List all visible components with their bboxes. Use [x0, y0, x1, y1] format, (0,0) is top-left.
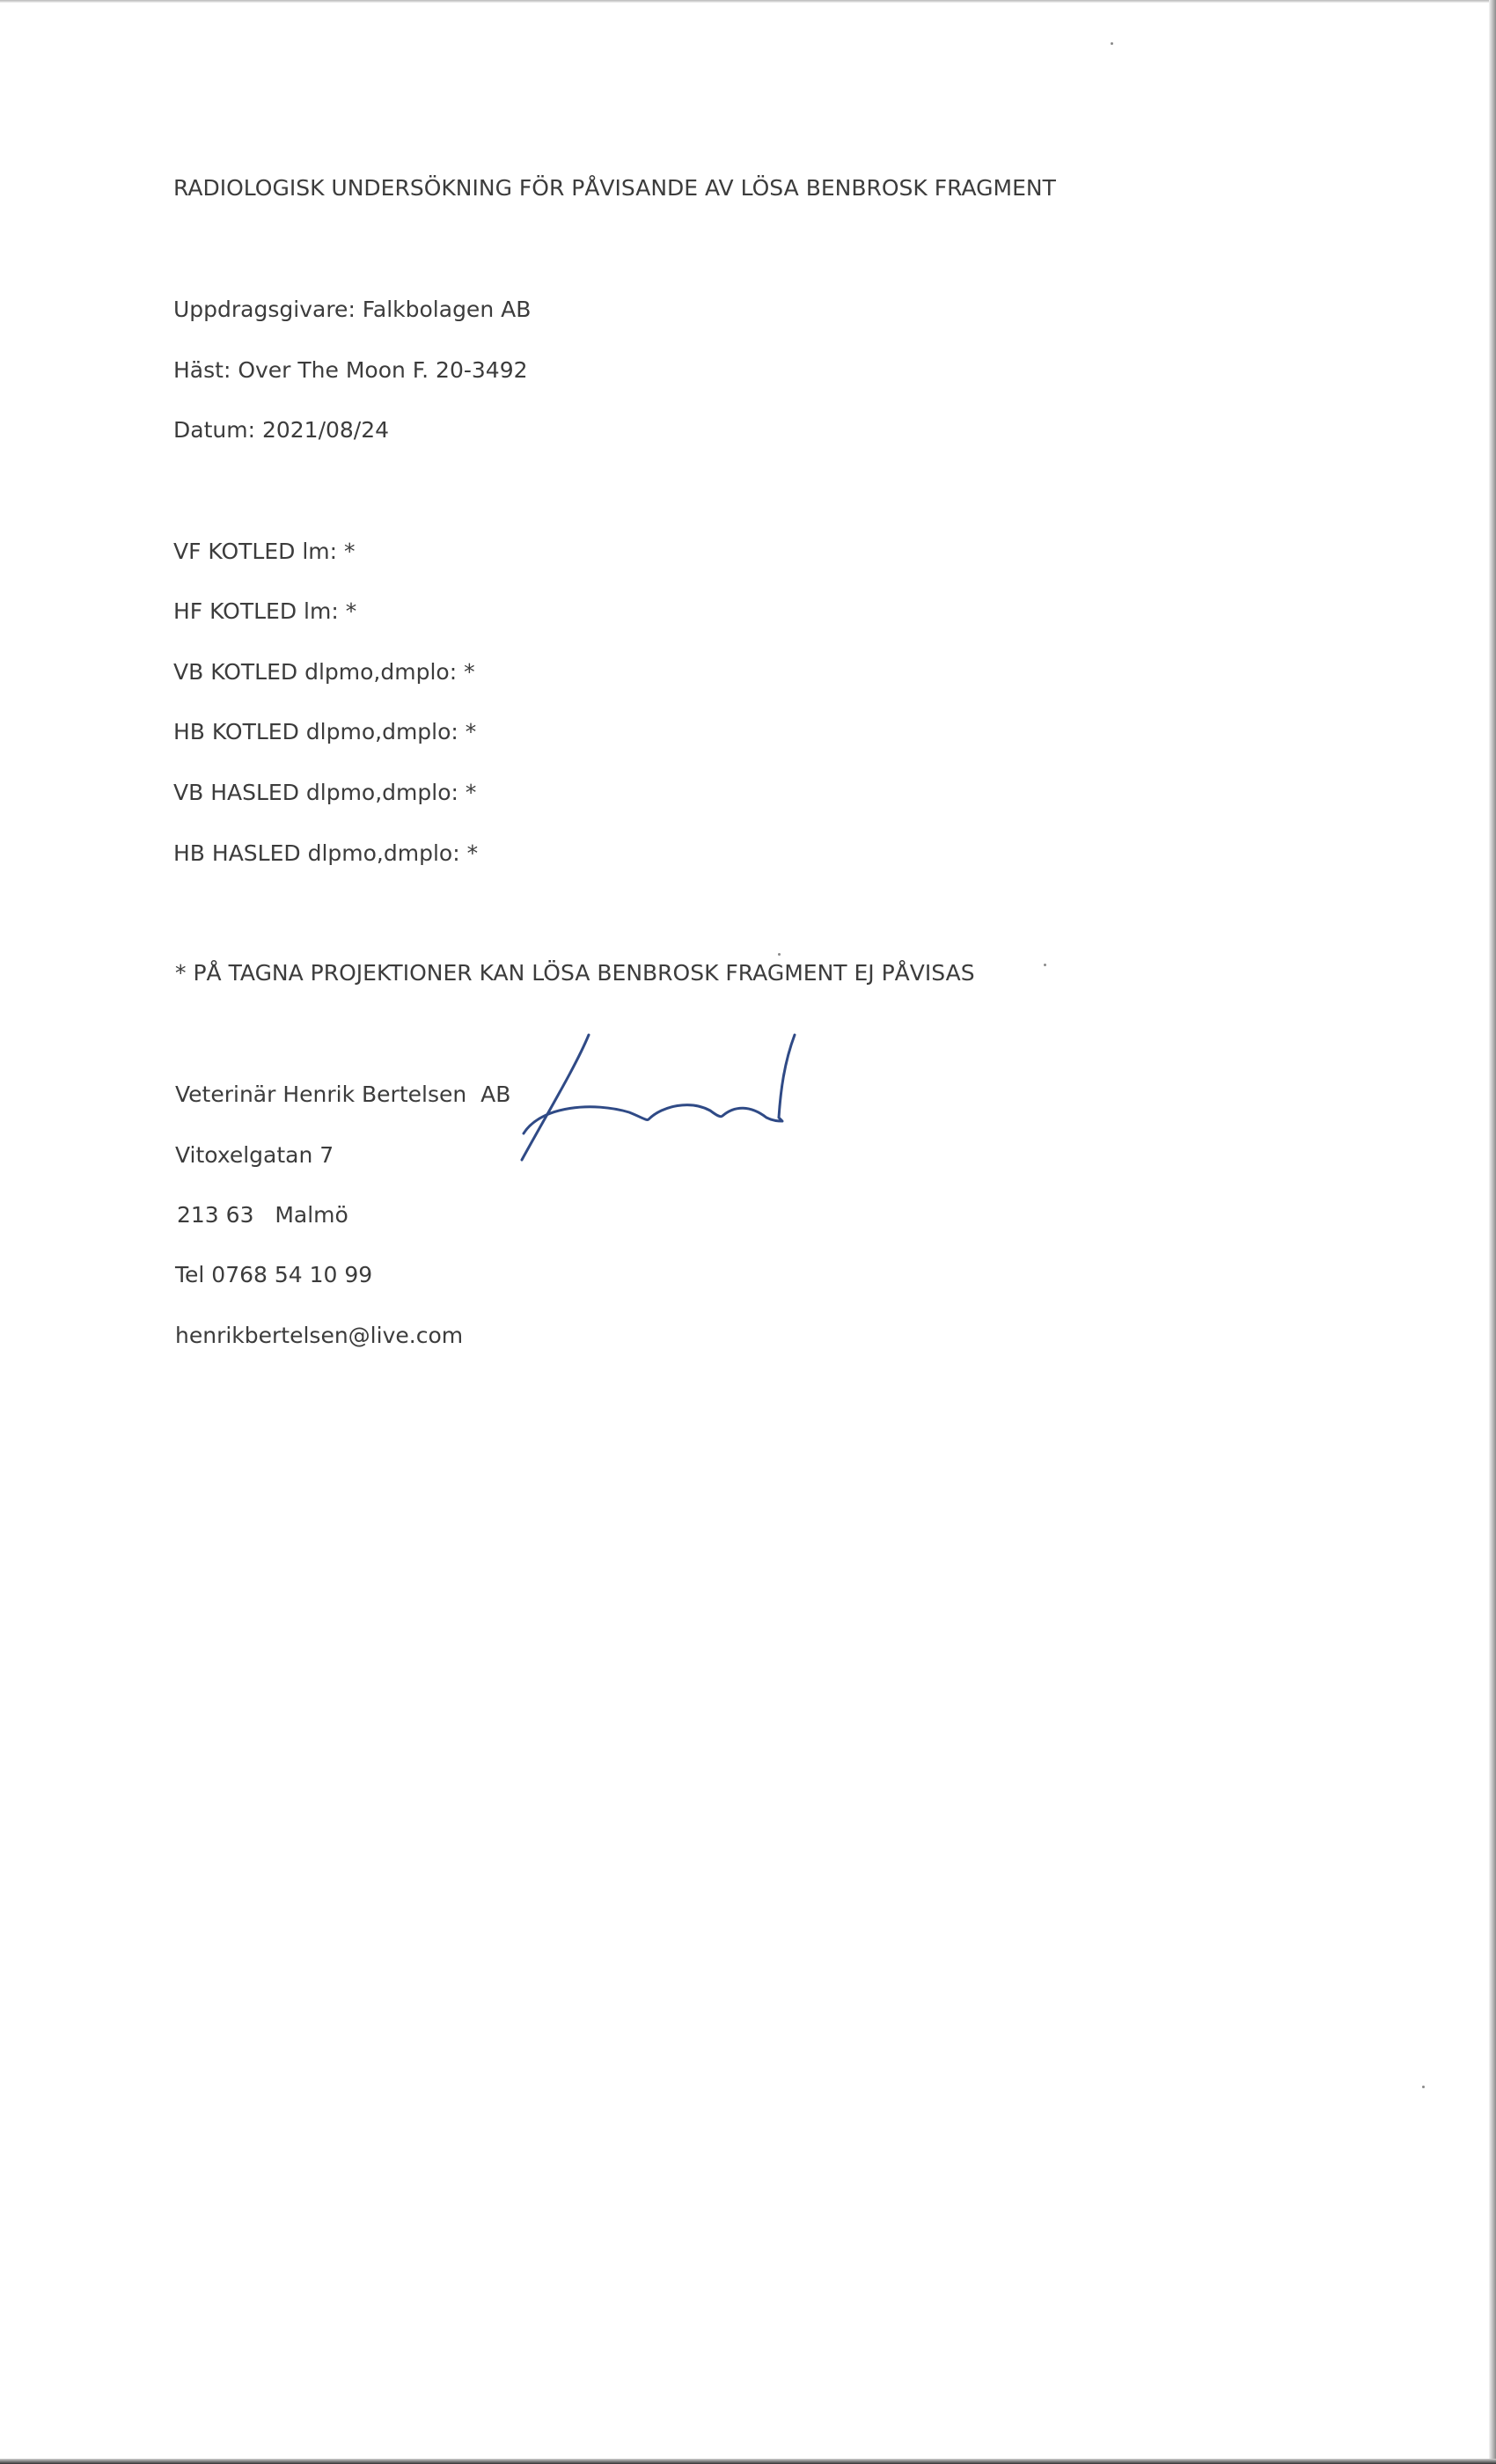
finding-line: HB HASLED dlpmo,dmplo: * [173, 840, 479, 866]
document-title: RADIOLOGISK UNDERSÖKNING FÖR PÅVISANDE AV LÖSA BENBROSK FRAGMENT [173, 175, 1056, 201]
signatory-name: Veterinär Henrik Bertelsen AB [175, 1082, 511, 1107]
signatory-email: henrikbertelsen@live.com [175, 1323, 464, 1348]
footnote: * PÅ TAGNA PROJEKTIONER KAN LÖSA BENBROSK FRAGMENT EJ PÅVISAS [175, 960, 975, 986]
date-line: Datum: 2021/08/24 [173, 417, 390, 443]
client-line: Uppdragsgivare: Falkbolagen AB [173, 297, 532, 322]
finding-line: HF KOTLED lm: * [173, 598, 357, 624]
finding-line: HB KOTLED dlpmo,dmplo: * [173, 719, 477, 744]
signatory-phone: Tel 0768 54 10 99 [175, 1262, 373, 1287]
signature-stroke [522, 1035, 589, 1160]
finding-line: VB HASLED dlpmo,dmplo: * [173, 780, 477, 805]
signatory-postal: 213 63 Malmö [177, 1202, 348, 1228]
finding-line: VB KOTLED dlpmo,dmplo: * [173, 659, 475, 685]
handwritten-signature [515, 1030, 805, 1170]
signatory-street: Vitoxelgatan 7 [175, 1142, 334, 1168]
horse-line: Häst: Over The Moon F. 20-3492 [173, 357, 528, 383]
finding-line: VF KOTLED lm: * [173, 539, 356, 564]
